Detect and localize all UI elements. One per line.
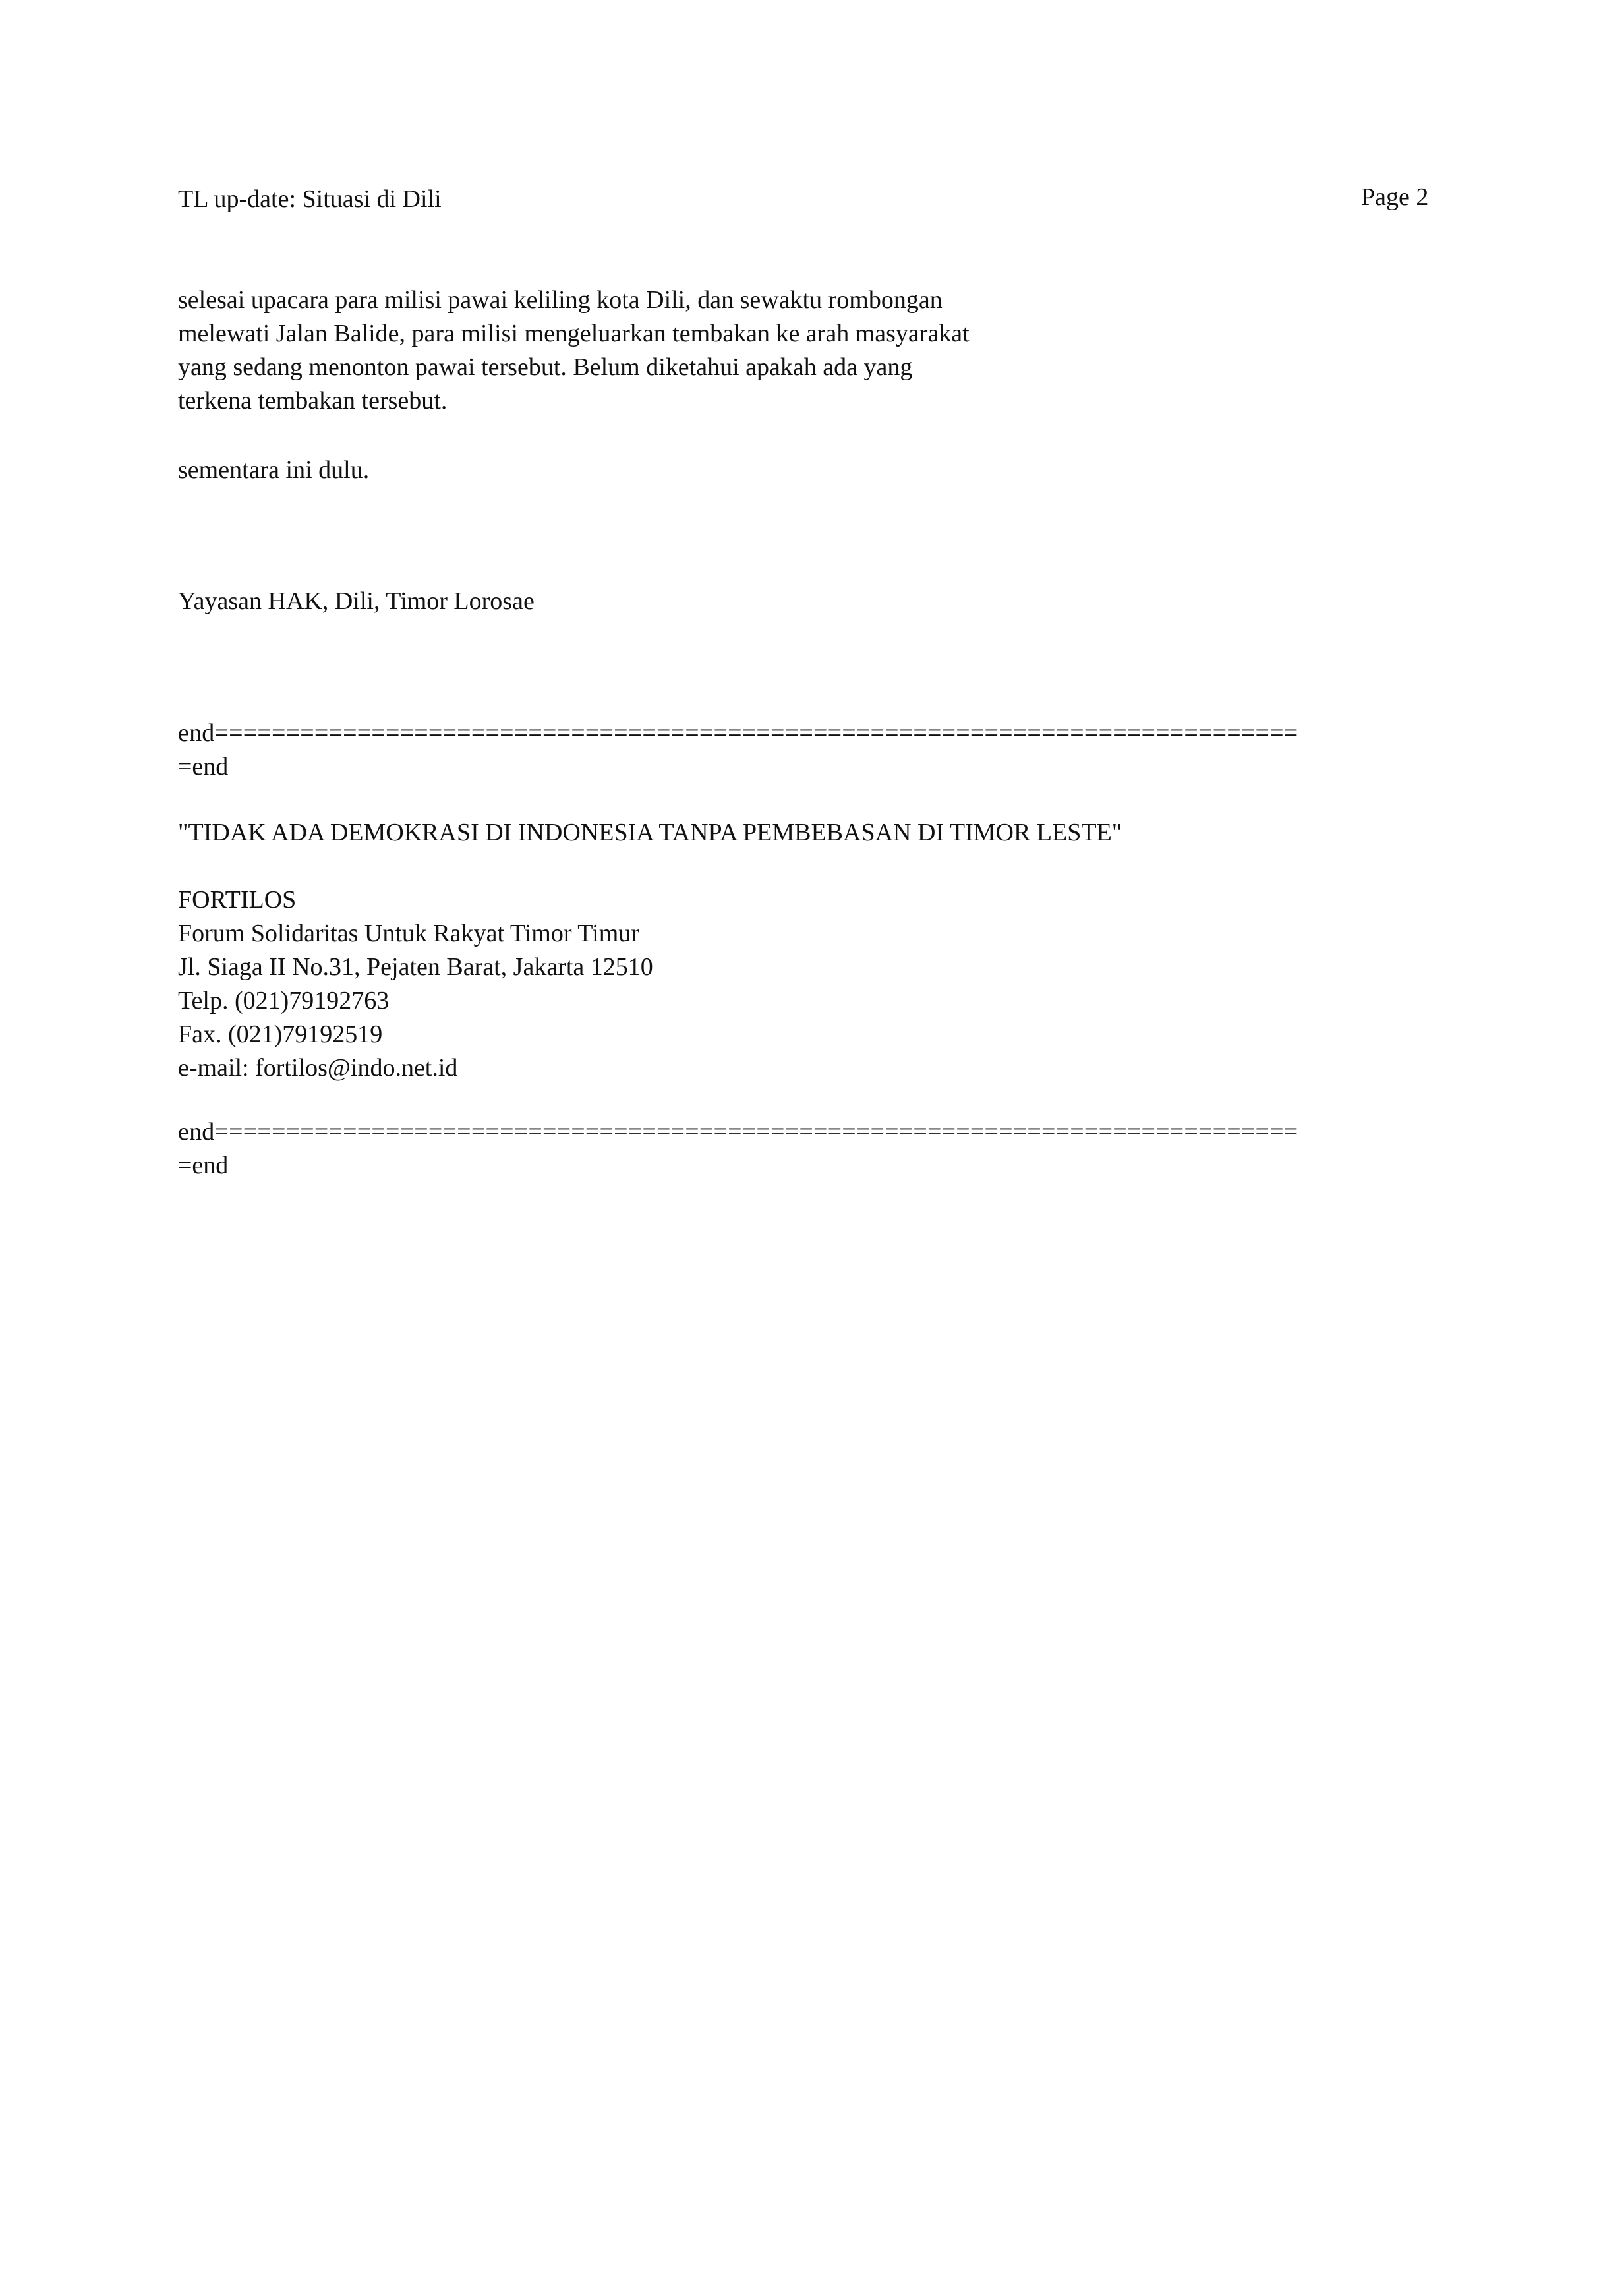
paragraph-1-line-2: melewati Jalan Balide, para milisi mengeluarkan tembakan ke arah masyarakat bbox=[178, 320, 970, 347]
paragraph-1-line-4: terkena tembakan tersebut. bbox=[178, 387, 448, 415]
contact-full-name: Forum Solidaritas Untuk Rakyat Timor Timur bbox=[178, 920, 639, 947]
contact-org: FORTILOS bbox=[178, 886, 297, 914]
page-number: Page 2 bbox=[1361, 183, 1429, 211]
signature: Yayasan HAK, Dili, Timor Lorosae bbox=[178, 587, 535, 615]
slogan: "TIDAK ADA DEMOKRASI DI INDONESIA TANPA PEMBEBASAN DI TIMOR LESTE" bbox=[178, 819, 1122, 846]
contact-email: e-mail: fortilos@indo.net.id bbox=[178, 1054, 458, 1082]
contact-fax: Fax. (021)79192519 bbox=[178, 1020, 383, 1048]
separator-1 bbox=[178, 717, 1298, 784]
contact-telp: Telp. (021)79192763 bbox=[178, 987, 390, 1015]
paragraph-1 bbox=[178, 283, 970, 418]
separator-1-line-2: =end bbox=[178, 753, 229, 780]
separator-2-line-1: end============================================================================ bbox=[178, 1118, 1298, 1146]
paragraph-1-line-3: yang sedang menonton pawai tersebut. Belum diketahui apakah ada yang bbox=[178, 353, 913, 381]
separator-2-line-2: =end bbox=[178, 1152, 229, 1179]
contact-block bbox=[178, 883, 653, 1085]
paragraph-2: sementara ini dulu. bbox=[178, 456, 370, 484]
contact-address: Jl. Siaga II No.31, Pejaten Barat, Jakarta 12510 bbox=[178, 953, 653, 981]
header-title: TL up-date: Situasi di Dili bbox=[178, 185, 442, 213]
separator-1-line-1: end============================================================================ bbox=[178, 719, 1298, 747]
separator-2 bbox=[178, 1115, 1298, 1183]
paragraph-1-line-1: selesai upacara para milisi pawai keliling kota Dili, dan sewaktu rombongan bbox=[178, 286, 942, 314]
